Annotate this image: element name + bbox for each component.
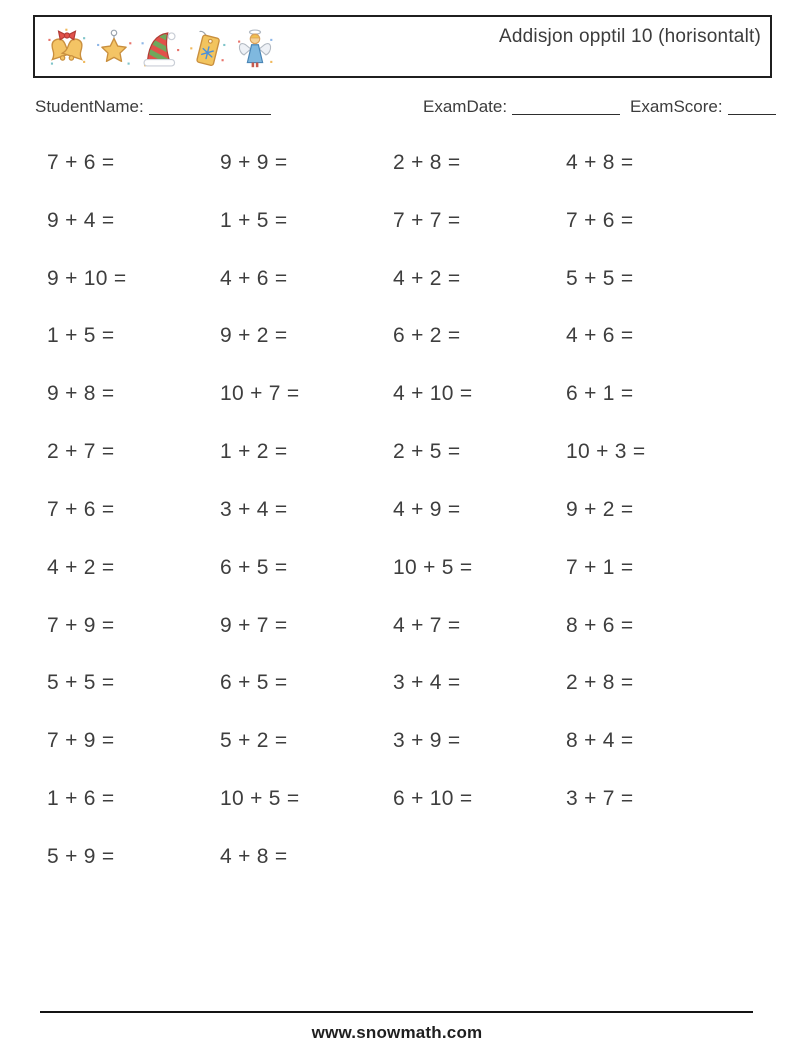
problem: 1 + 5 = [220, 208, 288, 232]
problem: 10 + 7 = [220, 382, 300, 406]
problem: 1 + 2 = [220, 440, 288, 464]
problem: 5 + 9 = [47, 844, 115, 868]
exam-score-field [630, 97, 776, 117]
problem: 2 + 8 = [566, 671, 634, 695]
problem: 2 + 7 = [47, 440, 115, 464]
problem: 7 + 6 = [47, 497, 115, 521]
problem: 5 + 5 = [47, 671, 115, 695]
santa-hat-icon [139, 25, 183, 73]
exam-date-label: ExamDate: [423, 97, 508, 116]
problem: 10 + 5 = [220, 787, 300, 811]
problem: 6 + 10 = [393, 787, 473, 811]
problem: 9 + 2 = [566, 497, 634, 521]
problem: 9 + 8 = [47, 382, 115, 406]
problem: 7 + 7 = [393, 208, 461, 232]
problem: 6 + 2 = [393, 324, 461, 348]
problem: 6 + 5 = [220, 671, 288, 695]
problem: 6 + 1 = [566, 382, 634, 406]
problem: 4 + 7 = [393, 613, 461, 637]
exam-date-blank [512, 100, 620, 115]
problem: 2 + 5 = [393, 440, 461, 464]
problem: 7 + 6 = [47, 150, 115, 174]
problem: 3 + 4 = [393, 671, 461, 695]
problem: 5 + 5 = [566, 266, 634, 290]
problem: 1 + 5 = [47, 324, 115, 348]
exam-date-field [423, 97, 620, 117]
problem: 2 + 8 = [393, 150, 461, 174]
problem: 3 + 4 = [220, 497, 288, 521]
student-name-blank [149, 100, 271, 115]
problem: 9 + 4 = [47, 208, 115, 232]
problem: 4 + 6 = [566, 324, 634, 348]
problem: 4 + 9 = [393, 497, 461, 521]
student-name-field [35, 97, 271, 117]
footer-url: www.snowmath.com [311, 1023, 483, 1042]
problem: 10 + 5 = [393, 555, 473, 579]
problem: 7 + 6 = [566, 208, 634, 232]
problem: 4 + 8 = [220, 844, 288, 868]
problem: 4 + 8 = [566, 150, 634, 174]
problem: 8 + 6 = [566, 613, 634, 637]
problem: 4 + 10 = [393, 382, 473, 406]
header-box [33, 15, 772, 78]
problems-grid [47, 134, 739, 886]
problem: 7 + 9 = [47, 729, 115, 753]
exam-score-label: ExamScore: [630, 97, 723, 116]
problem: 4 + 6 = [220, 266, 288, 290]
problem: 10 + 3 = [566, 440, 646, 464]
problem: 9 + 7 = [220, 613, 288, 637]
problem: 3 + 9 = [393, 729, 461, 753]
footer-divider [40, 1011, 753, 1013]
problem: 8 + 4 = [566, 729, 634, 753]
problem: 4 + 2 = [47, 555, 115, 579]
problem: 6 + 5 = [220, 555, 288, 579]
exam-score-blank [728, 100, 776, 115]
star-ornament-icon [92, 25, 136, 73]
fields-row [0, 97, 794, 123]
jingle-bells-icon [45, 25, 89, 73]
angel-icon [233, 25, 277, 73]
student-name-label: StudentName: [35, 97, 144, 116]
problem: 7 + 9 = [47, 613, 115, 637]
problem: 4 + 2 = [393, 266, 461, 290]
problem: 7 + 1 = [566, 555, 634, 579]
gift-tag-icon [186, 25, 230, 73]
problem: 9 + 10 = [47, 266, 127, 290]
worksheet-title: Addisjon opptil 10 (horisontalt) [499, 26, 761, 47]
problem: 1 + 6 = [47, 787, 115, 811]
problem: 5 + 2 = [220, 729, 288, 753]
problem: 9 + 2 = [220, 324, 288, 348]
problem: 9 + 9 = [220, 150, 288, 174]
problem: 3 + 7 = [566, 787, 634, 811]
holiday-icons-row [45, 23, 277, 74]
